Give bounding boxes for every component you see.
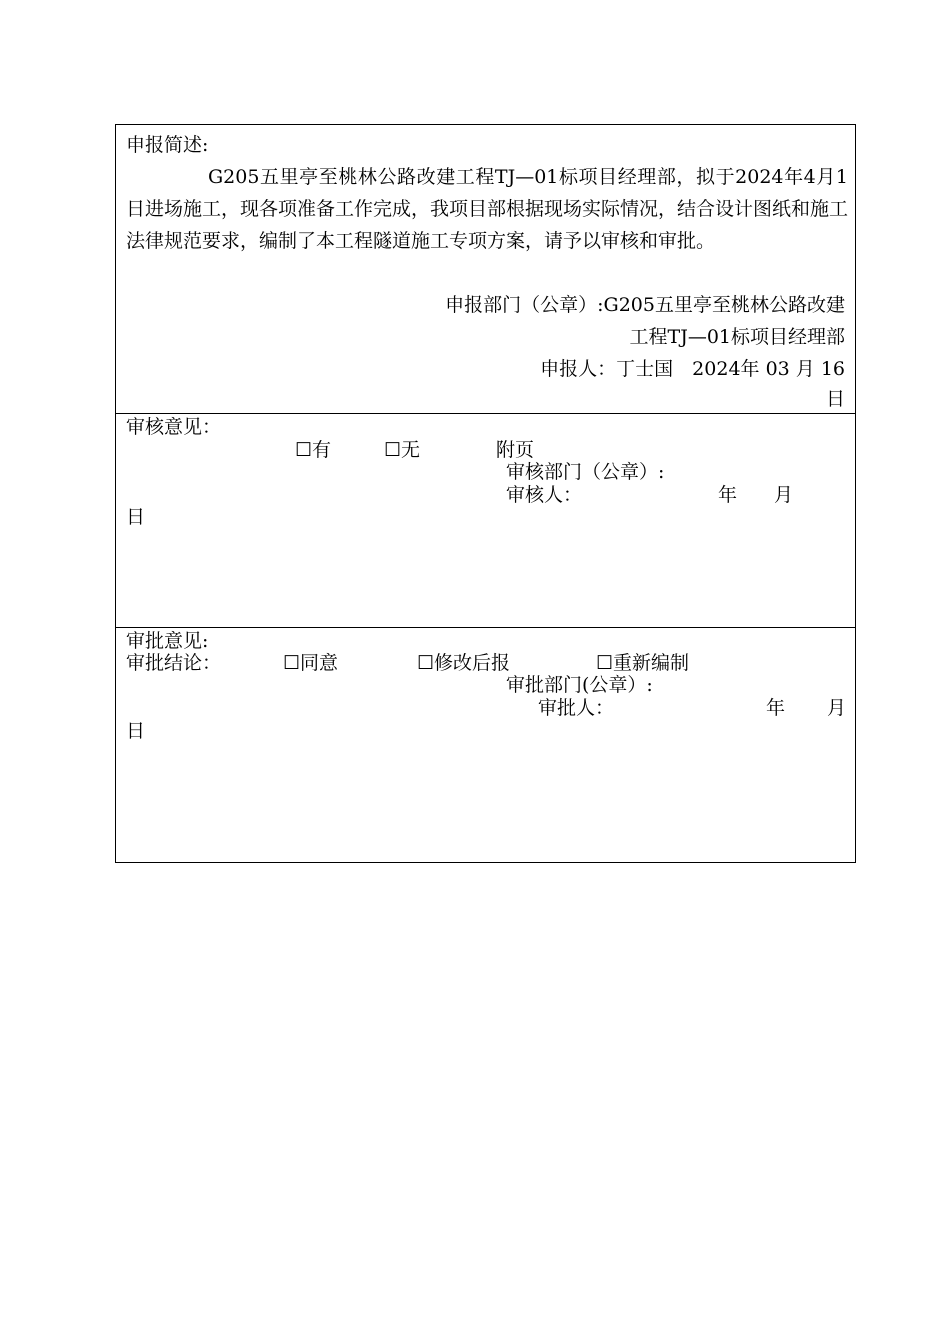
approval-section — [116, 627, 855, 864]
approval-day: 日 — [126, 720, 146, 742]
approval-option-agree[interactable]: ☐同意 — [283, 652, 339, 674]
approval-option-redo[interactable]: ☐重新编制 — [596, 652, 690, 674]
review-year: 年 — [718, 484, 738, 506]
reviewer-label: 审核人： — [506, 484, 583, 506]
approval-dept: 审批部门(公章）: — [506, 674, 653, 696]
approval-conclusion-label: 审批结论： — [126, 652, 222, 674]
application-body: G205五里亭至桃林公路改建工程TJ—01标项目经理部，拟于2024年4月1日进场施工，现各项准备工作完成，我项目部根据现场实际情况，结合设计图纸和施工法律规范要求，编制了本工程隧道施工专项方案，请予以审核和审批。 — [126, 166, 849, 252]
review-attachment: 附页 — [496, 439, 535, 461]
applicant-date-line: 申报人：丁士国 2024年 03 月 16 — [540, 358, 845, 380]
approval-label: 审批意见: — [126, 630, 209, 652]
review-month: 月 — [774, 484, 794, 506]
approval-option-revise[interactable]: ☐修改后报 — [417, 652, 511, 674]
approval-year: 年 — [766, 697, 786, 719]
application-section — [116, 125, 855, 413]
approval-month: 月 — [827, 697, 847, 719]
approver-label: 审批人： — [538, 697, 615, 719]
review-label: 审核意见： — [126, 416, 222, 438]
review-option-no[interactable]: ☐无 — [384, 439, 421, 461]
review-dept: 审核部门（公章）: — [506, 461, 665, 483]
review-day: 日 — [126, 506, 146, 528]
approval-form — [115, 124, 856, 863]
review-option-yes[interactable]: ☐有 — [295, 439, 332, 461]
application-day: 日 — [825, 388, 845, 410]
application-dept-line1: 申报部门（公章）:G205五里亭至桃林公路改建 — [445, 294, 845, 316]
application-label: 申报简述: — [126, 134, 209, 156]
application-dept-line2: 工程TJ—01标项目经理部 — [629, 326, 845, 348]
review-section — [116, 413, 855, 627]
